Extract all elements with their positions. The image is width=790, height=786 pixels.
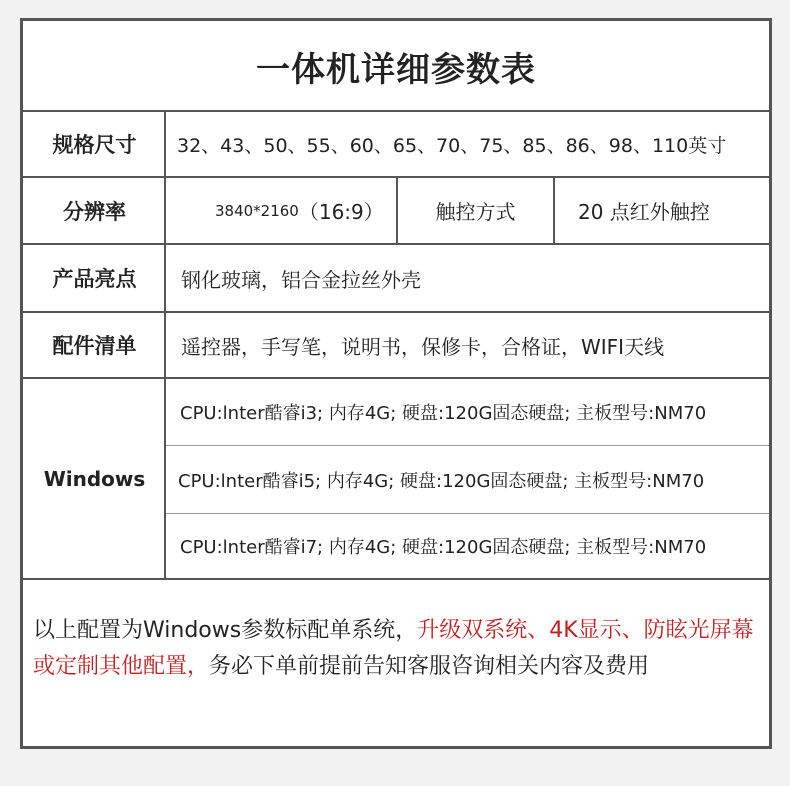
- resolution-value: [215, 178, 395, 243]
- resolution-number: 3840*2160: [215, 201, 299, 220]
- spec-table: [20, 18, 772, 749]
- size-value: 32、43、50、55、60、65、70、75、85、86、98、110英寸: [177, 134, 727, 157]
- divider: [23, 578, 769, 580]
- note-text-end: 务必下单前提前告知客服咨询相关内容及费用: [209, 654, 650, 679]
- config-i7: CPU:lnter酷睿i7; 内存4G; 硬盘:120G固态硬盘; 主板型号:NM70: [180, 537, 707, 558]
- touch-label: 触控方式: [435, 200, 516, 224]
- resolution-label: 分辨率: [63, 199, 126, 224]
- config-note: [33, 613, 761, 685]
- highlights-label: 产品亮点: [52, 267, 137, 291]
- highlights-value: 钢化玻璃，铝合金拉丝外壳: [181, 267, 421, 292]
- divider: [553, 176, 555, 244]
- note-highlight: 升级双系统、4K显示、防眩光屏幕或定制其他配置，: [33, 618, 754, 679]
- config-i5: CPU:lnter酷睿i5; 内存4G; 硬盘:120G固态硬盘; 主板型号:NM70: [178, 470, 705, 492]
- size-label: 规格尺寸: [52, 133, 137, 157]
- accessories-value: 遥控器，手写笔，说明书，保修卡，合格证，WIFI天线: [181, 334, 665, 359]
- page-title: 一体机详细参数表: [256, 49, 536, 90]
- config-i3: CPU:lnter酷睿i3; 内存4G; 硬盘:120G固态硬盘; 主板型号:NM70: [180, 403, 707, 424]
- resolution-ratio: （16:9）: [298, 200, 384, 224]
- note-text: 以上配置为Windows参数标配单系统，: [33, 618, 418, 643]
- windows-label: Windows: [43, 466, 146, 491]
- touch-value: 20 点红外触控: [578, 200, 710, 224]
- accessories-label: 配件清单: [52, 334, 137, 358]
